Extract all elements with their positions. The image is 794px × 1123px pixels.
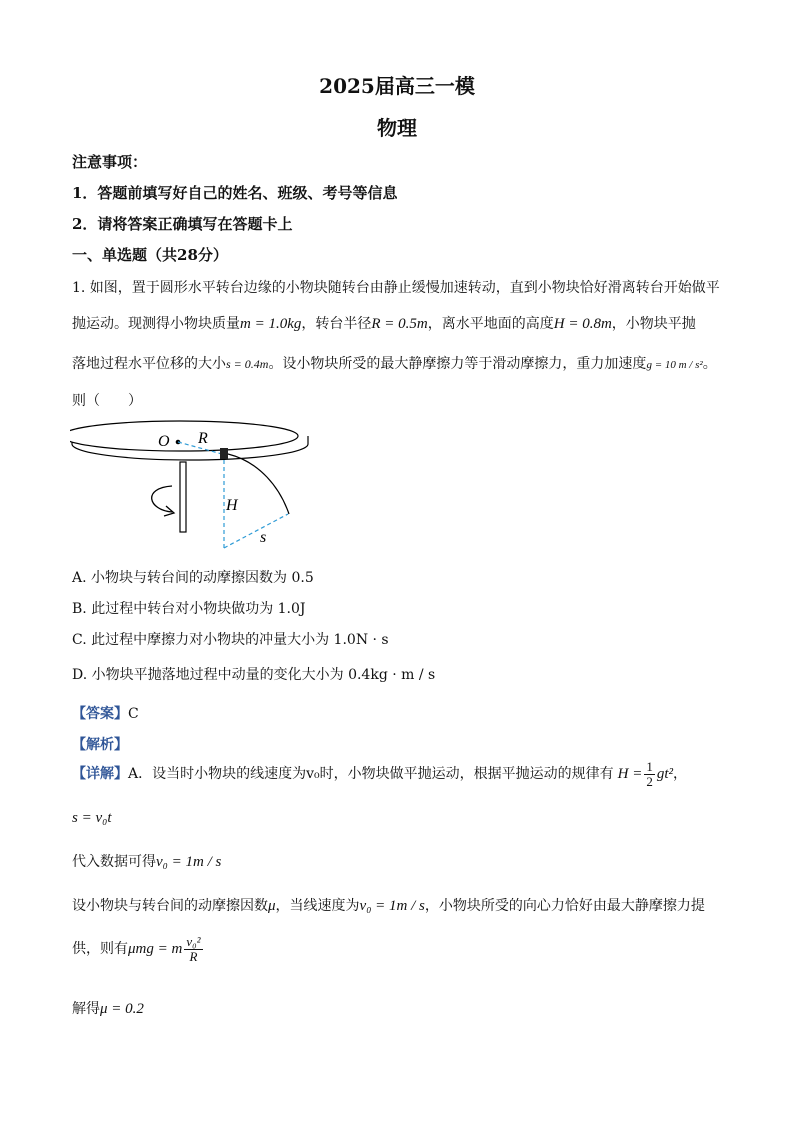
detail-text: 代入数据可得 — [72, 854, 156, 870]
detail-text: 设小物块与转台间的动摩擦因数 — [72, 898, 268, 914]
option-a: A. 小物块与转台间的动摩擦因数为 0.5 — [72, 570, 314, 586]
notice-heading: 注意事项： — [72, 153, 148, 171]
answer-tag: 【答案】 — [72, 706, 128, 722]
question-text: ，小物块平抛 — [611, 316, 696, 332]
question-text: 。 — [702, 356, 717, 372]
analysis-tag: 【解析】 — [72, 737, 128, 753]
eq3: v₀ = 1m / s — [156, 854, 222, 870]
question-line-1: 1. 如图，置于圆形水平转台边缘的小物块随转台由静止缓慢加速转动，直到小物块恰好滑离转台开始做平 — [72, 280, 720, 296]
detail-line-5 — [72, 935, 203, 963]
height-value: H = 0.8m — [553, 316, 612, 332]
option-d: D. 小物块平抛落地过程中动量的变化大小为 0.4kg · m / s — [72, 667, 436, 683]
section-heading: 一、单选题（共28分） — [72, 246, 228, 264]
eq5-left: μmg = m — [128, 941, 183, 958]
label-s: s — [260, 529, 267, 546]
eq1-denominator: 2 — [646, 773, 653, 789]
eq1-right: gt² — [656, 766, 674, 783]
detail-text: ，当线速度为 — [275, 898, 360, 914]
question-line-3 — [72, 353, 717, 373]
small-block — [220, 448, 228, 459]
detail-text: ，小物块所受的向心力恰好由最大静摩擦力提 — [424, 898, 705, 914]
eq1-numerator: 1 — [646, 759, 653, 774]
shaft — [180, 462, 186, 532]
label-H: H — [226, 497, 238, 514]
detail-tag: 【详解】 — [72, 766, 128, 783]
turntable-top — [70, 421, 298, 451]
option-c: C. 此过程中摩擦力对小物块的冲量大小为 1.0N · s — [72, 632, 389, 648]
exam-title: 2025届高三一模 — [319, 74, 475, 98]
notice-item-1: 1．答题前填写好自己的姓名、班级、考号等信息 — [72, 184, 398, 202]
eq5-numerator: v₀² — [186, 934, 201, 949]
detail-line-4 — [72, 895, 705, 915]
mass-value: m = 1.0kg — [240, 316, 302, 332]
question-text: ，转台半径 — [301, 316, 372, 332]
detail-line-6 — [72, 998, 144, 1018]
question-text: ，离水平地面的高度 — [427, 316, 554, 332]
detail-text: A．设当时小物块的线速度为v₀时，小物块做平抛运动，根据平抛运动的规律有 — [128, 766, 614, 783]
detail-line-1 — [72, 760, 687, 788]
question-line-2 — [72, 313, 696, 333]
displacement-value: s = 0.4m — [226, 357, 269, 371]
eq1-left: H = — [617, 766, 643, 783]
detail-line-3 — [72, 851, 221, 871]
label-R: R — [198, 430, 208, 447]
eq1-fraction — [644, 760, 655, 788]
eq2: s = v₀t — [72, 810, 112, 826]
detail-text: 供，则有 — [72, 941, 128, 958]
eq5-fraction — [184, 935, 202, 963]
answer-line — [72, 703, 139, 723]
question-text: 落地过程水平位移的大小 — [72, 356, 226, 372]
mu-symbol: μ — [268, 898, 276, 914]
detail-text: 解得 — [72, 1001, 100, 1017]
question-text: 。设小物块所受的最大静摩擦力等于滑动摩擦力，重力加速度 — [268, 356, 647, 372]
radius-value: R = 0.5m — [371, 316, 428, 332]
subject-title: 物理 — [377, 116, 417, 140]
displacement-line — [224, 514, 288, 548]
label-O: O — [158, 433, 170, 450]
eq5-denominator: R — [189, 948, 198, 964]
detail-text: ， — [673, 766, 688, 783]
gravity-value: g = 10 m / s² — [646, 359, 703, 371]
answer-value: C — [128, 706, 139, 722]
eq4: v₀ = 1m / s — [359, 898, 425, 914]
question-text: 抛运动。现测得小物块质量 — [72, 316, 240, 332]
analysis-line — [72, 734, 128, 754]
eq6: μ = 0.2 — [100, 1001, 144, 1017]
question-line-4: 则（ ） — [72, 393, 142, 409]
turntable-figure — [70, 418, 310, 558]
notice-item-2: 2．请将答案正确填写在答题卡上 — [72, 215, 293, 233]
option-b: B. 此过程中转台对小物块做功为 1.0J — [72, 601, 306, 617]
